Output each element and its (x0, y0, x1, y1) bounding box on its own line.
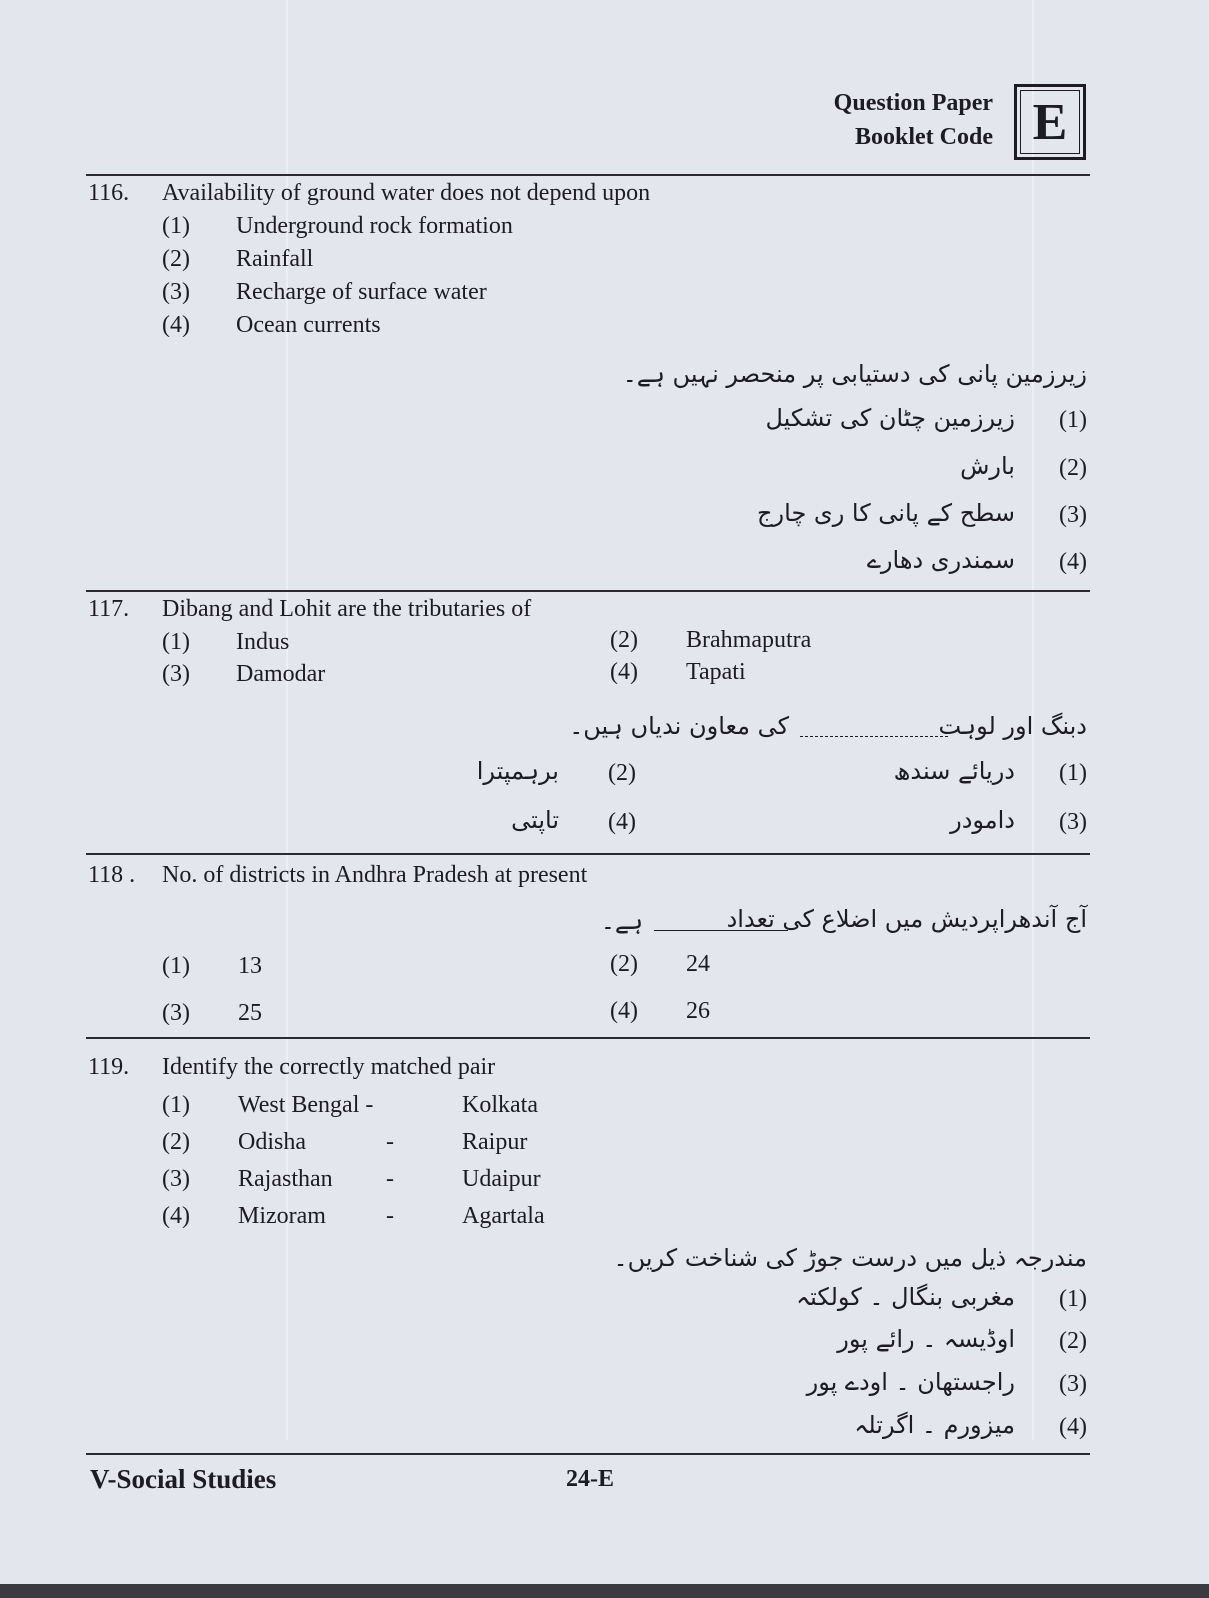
footer-page-number: 24-E (566, 1466, 614, 1492)
option-text: 25 (238, 1000, 262, 1026)
option-number: (2) (610, 627, 638, 653)
urdu-option-text: دریائے سندھ (893, 757, 1015, 785)
option-state: Odisha (238, 1129, 306, 1155)
option-number: (1) (162, 953, 190, 979)
option-text: Brahmaputra (686, 627, 812, 653)
option-text: Indus (236, 629, 290, 655)
urdu-option-number: (1) (1059, 1286, 1087, 1312)
urdu-option-text: اوڈیسہ ۔ رائے پور (837, 1325, 1015, 1353)
option-state: Mizoram (238, 1203, 326, 1229)
booklet-code: E (1020, 90, 1080, 154)
scan-edge (0, 1584, 1209, 1598)
urdu-option-text: دامودر (950, 806, 1015, 834)
option-number: (2) (610, 951, 638, 977)
urdu-option-number: (1) (1059, 760, 1087, 786)
option-text: 24 (686, 951, 710, 977)
urdu-option-number: (4) (1059, 1414, 1087, 1440)
question-number: 119. (88, 1054, 130, 1080)
urdu-question-text-end: کی معاون ندیاں ہیں۔ (569, 712, 789, 740)
urdu-option-text: تاپتی (511, 806, 559, 834)
urdu-option-number: (3) (1059, 809, 1087, 835)
option-capital: Kolkata (462, 1092, 538, 1118)
urdu-option-text: میزورم ۔ اگرتلہ (854, 1411, 1015, 1439)
divider (86, 1453, 1090, 1455)
option-text: 13 (238, 953, 262, 979)
urdu-option-number: (1) (1059, 407, 1087, 433)
urdu-option-text: برہمپترا (476, 757, 559, 785)
question-number: 118 . (88, 862, 136, 888)
divider (86, 1037, 1090, 1039)
option-text: Underground rock formation (236, 213, 513, 239)
option-number: (3) (162, 661, 190, 687)
option-number: (3) (162, 1166, 190, 1192)
divider (86, 853, 1090, 855)
urdu-option-text: بارش (960, 452, 1015, 480)
option-dash: - (386, 1129, 394, 1155)
option-text: Damodar (236, 661, 326, 687)
option-number: (4) (610, 998, 638, 1024)
booklet-code-box (1014, 84, 1086, 160)
urdu-question-text-end: ہے۔ (600, 907, 643, 935)
footer-subject: V-Social Studies (90, 1464, 277, 1494)
urdu-option-text: زیرزمین چٹان کی تشکیل (765, 404, 1015, 432)
urdu-option-text: مغربی بنگال ۔ کولکتہ (796, 1283, 1015, 1311)
urdu-option-number: (4) (1059, 549, 1087, 575)
option-text: Ocean currents (236, 312, 381, 338)
divider (86, 590, 1090, 592)
option-dash: - (386, 1166, 394, 1192)
option-number: (3) (162, 279, 190, 305)
option-number: (4) (610, 659, 638, 685)
option-number: (4) (162, 312, 190, 338)
option-number: (1) (162, 1092, 190, 1118)
option-number: (3) (162, 1000, 190, 1026)
option-number: (2) (162, 1129, 190, 1155)
option-number: (2) (162, 246, 190, 272)
question-text: No. of districts in Andhra Pradesh at present (162, 862, 588, 888)
option-state: West Bengal - (238, 1092, 374, 1118)
divider (86, 174, 1090, 176)
option-text: Tapati (686, 659, 746, 685)
booklet-code-label-1: Question Paper (833, 90, 993, 116)
option-text: Recharge of surface water (236, 279, 487, 305)
option-number: (4) (162, 1203, 190, 1229)
option-capital: Udaipur (462, 1166, 541, 1192)
urdu-question-text: زیرزمین پانی کی دستیابی پر منحصر نہیں ہے۔ (622, 360, 1087, 388)
urdu-option-number: (2) (1059, 1328, 1087, 1354)
answer-blank (800, 712, 948, 737)
option-capital: Raipur (462, 1129, 528, 1155)
urdu-option-number: (4) (608, 809, 636, 835)
option-dash: - (386, 1203, 394, 1229)
question-text: Availability of ground water does not depend upon (162, 180, 651, 206)
urdu-question-text-start: دبنگ اور لوہت (938, 712, 1087, 740)
question-number: 116. (88, 180, 130, 206)
option-number: (1) (162, 213, 190, 239)
option-state: Rajasthan (238, 1166, 333, 1192)
answer-blank (654, 906, 788, 931)
option-text: Rainfall (236, 246, 314, 272)
question-text: Dibang and Lohit are the tributaries of (162, 596, 532, 622)
urdu-option-number: (2) (1059, 455, 1087, 481)
booklet-code-label-2: Booklet Code (855, 124, 993, 150)
urdu-question-text: مندرجہ ذیل میں درست جوڑ کی شناخت کریں۔ (613, 1244, 1087, 1272)
urdu-option-number: (3) (1059, 1371, 1087, 1397)
urdu-option-number: (3) (1059, 502, 1087, 528)
option-capital: Agartala (462, 1203, 545, 1229)
urdu-option-number: (2) (608, 760, 636, 786)
question-text: Identify the correctly matched pair (162, 1054, 496, 1080)
urdu-option-text: سطح کے پانی کا ری چارج (757, 499, 1015, 527)
urdu-option-text: راجستھان ۔ اودے پور (806, 1368, 1015, 1396)
urdu-question-text-start: آج آندھراپردیش میں اضلاع کی تعداد (726, 905, 1087, 933)
option-text: 26 (686, 998, 710, 1024)
urdu-option-text: سمندری دھارے (866, 546, 1015, 574)
option-number: (1) (162, 629, 190, 655)
question-number: 117. (88, 596, 130, 622)
